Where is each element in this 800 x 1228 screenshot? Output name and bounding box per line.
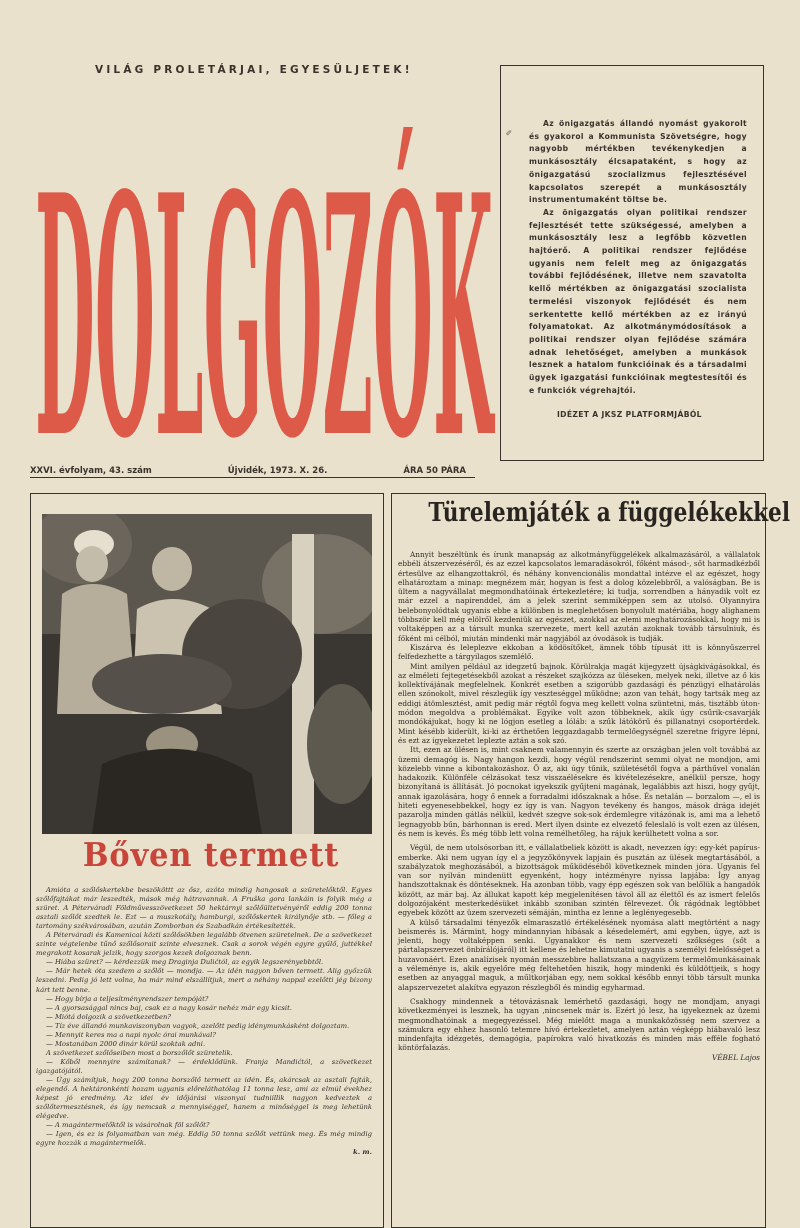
left-article-signature: k. m. — [352, 1148, 372, 1157]
article-paragraph: Itt, ezen az ülésen is, mint csaknem valamennyin és szerte az országban jelen volt továbbá az üzemi demagóg is. Nagy hangon kezdi, hogy végül rendszerint semmi olyat ne mondjon, ami közelebb vinne a kibontakozáshoz. Ő az, aki úgy tűnik, születésétől fogva a párthűvel vonalán hadakozik. Különféle célzásokat tesz visszaélésekre és kivételezésekre, anélkül persze, hogy bizonyítaná is állítását. Jó pocnokat igyekszik gyűjteni magának, legalábbis azt hiszi, hogy gyűjt, annak igazolására, hogy ő ennek a forradalmi időszaknak a hőse. És netalán — borzalom —, el is hiteti egyenesebbekkel, hogy ez így is van. Nagyon tevékeny és hangos, mások drága idejét pazarolja minden gátlás nélkül, kedvét szegve sok-sok érdemlegre vitázónak is, ami ma a lehető legnagyobb bűn, bárhonnan is ered. Mert ilyen dsinte ez elvezető feleslaló is volt ezen az ülésen, és nem is kevés. És még több lett volna remélhetőleg, ha rájuk kerülhetett volna a sor. — [398, 745, 760, 838]
article-paragraph: Kiszárva és leleplezve ekkoban a ködösítőket, ämnek több típusát itt is könnyűszerrel felfedezhette a tárgyilagos szemlélő. — [398, 642, 760, 662]
article-paragraph: — Miótá dolgozik a szövetkezetben? — [46, 1012, 172, 1021]
quote-paragraph: Az önigazgatás olyan politikai rendszer fejlesztését tette szükségessé, amelyben a munkásosztály lesz a legfőbb közvetlen hajtóerő. A politikai rendszer fejlődése ugyanis nem felelt meg az önigazgatás további fejlődésének, illetve nem szavatolta kellő mértékben az önigazgatási szocialista termelési viszonyok fejlődését és nem serkentette kellő mértékben az ez irányú folyamatokat. Az alkotmánymódosítások a politikai rendszer olyan fejlődése számára adnak lehetőséget, amelyben a munkások lesznek a hatalom funkcióinak és a társadalmi ügyek igazgatási funkcióinak megtestesítői és e funkciók végrehajtói. — [529, 207, 747, 395]
article-paragraph: Végül, de nem utolsósorban itt, e vállalatbeliek között is akadt, nevezzen így: egy-két papírus-emberke. Aki nem ugyan így el a jegyzőkönyvek lapjain és pusztán az ülések megtartásából, a szabályzatok meghozásából, a bizottságok működéséből következnek minden jóra. Ugyanis fel van sor nyilván mindenütt egyenként, hogy intézményre nyissa lapjába: Így anyag handszottaknak és döntéseknek. Ha azonban több, vagy épp egészen sok van belőlük a hangadók között, az már baj. Az állukat kapott kép megjelenítésen távol áll az élettől és az ismert felelős dolgozójaként mesterkedésüket inkább szoniban szintén félrevezet. Ők rágódnak legtöbbet egyebek között az üzem szervezeti sémáján, mintha ez lenne a leglényegesebb. — [398, 843, 760, 918]
platform-quote-box — [500, 65, 764, 461]
harvest-photo — [42, 514, 372, 834]
right-article-signature: VÉBEL Lajos — [711, 1052, 760, 1062]
article-paragraph: — A magántermelőktől is vásárolnak föl szőlőt? — [46, 1121, 210, 1130]
volume-number: XXVI. évfolyam, 43. szám — [30, 466, 152, 476]
newspaper-title: DOLGOZÓK — [35, 123, 496, 445]
article-paragraph: — Hiába szüret? — kérdezzük meg Draginja Dulićtól, az egyik legszerényebbtől. — [46, 958, 324, 967]
masthead-slogan: VILÁG PROLETÁRJAI, EGYESÜLJETEK! — [95, 64, 413, 76]
dateline — [30, 466, 466, 476]
newspaper-logo — [30, 85, 498, 445]
article-paragraph: — Úgy számítjuk, hogy 200 tonna borszőlő termett az idén. És, akárcsak az asztali fajták, elegendő. A hektáronkénti hozam ugyanis előreláthatólag 11 tonna lesz, ami az elmúl évekhez képest jó eredmény. Az idei év időjárási viszonyai tudniillik nagyon kedveztek a szőlőtermesztésnek, és így nemcsak a mennyiséggel, hanem a minőséggel is meg lehetünk elégedve. — [36, 1075, 372, 1121]
article-paragraph: — Kőből mennyire számítanak? — érdeklődünk. Franja Mandićtól, a szövetkezet igazgatójától. — [36, 1057, 372, 1075]
left-article-headline: Bőven termett — [82, 835, 340, 874]
right-article-headline: Türelemjáték a függelékekkel — [428, 498, 791, 528]
quote-source: IDÉZET A JKSZ PLATFORMJÁBÓL — [557, 410, 702, 420]
issue-date: Újvidék, 1973. X. 26. — [227, 466, 328, 476]
article-paragraph: Amióta a szőlőskertekbe beszököttt az ősz, azóta mindig hangosak a szüretelőktől. Egyes szőlőfajtákat már leszedték, mások még hátravannak. A Fruška gora lankáin is folyik még a szüret. A Péterváradi Földművesszövetkezet 50 hektárnyi szőlőültetvényéről eddig 200 tonna asztali szőlőt szedtek le. Ezt — a muszkotály, hamburgi, szőlőskertek királynője stb. — főleg a tartomány székvárosában, azután Zomborban és Szabadkán értékesítették. — [36, 886, 372, 931]
article-paragraph: — A gyorsasággal nincs baj, csak ez a nagy kosár nehéz már egy kicsit. — [46, 1003, 292, 1012]
article-paragraph: A szövetkezet szőlőseiben most a borszőlőt szüretelik. — [46, 1048, 233, 1057]
article-paragraph: — Igen, és ez is folyamatban van még. Eddig 50 tonna szőlőt vettünk meg. És még mindig egyre hozzák a magántermelők. — [36, 1130, 372, 1148]
article-paragraph: — Tíz éve állandó munkaviszonyban vagyok, azelőtt pedig idénymunkásként dolgoztam. — [46, 1021, 350, 1030]
article-paragraph: — Mennyit keres ma a napi nyolc órai munkával? — [46, 1030, 216, 1039]
quote-paragraph: Az önigazgatás állandó nyomást gyakorolt és gyakorol a Kommunista Szövetségre, hogy nagyobb mértékben tevékenykedjen a munkásosztály élcsapataként, s hogy az önigazgatású szocializmus fejlesztésével kapcsolatos szerepét a munkásosztály instrumentumaként töltse be. — [529, 119, 747, 205]
pen-mark-icon: ✎ — [504, 129, 514, 136]
article-paragraph: Mint amilyen például az idegzetű bajnok. Körülrakja magát kijegyzett újságkivágásokkal, és az elméleti fejtegetésekből azokat a részeket szajkózza az üléseken, melyek neki, illetve az ő kis kollektívájának megfelelnek. Konkrét esetben a szigorúbb gazdasági és pénzügyi elhatárolás ellen szónokolt, mivel részlegük így veszteséggel működne; azon van tehát, hogy tartsák meg az eddigi átömlesztést, amit pedig már régtől fogva meg kellett volna szüntetni, más, tisztább úton-módon megoldva a problémákat. Egyike volt azon többeknek, akik úgy csűrik-csavarják mondókájukat, hogy ki ne lógjon esetleg a lóláb: a szűk látókörű és pillanatnyi csoportérdek. Mint késébb kiderült, ki-ki az érthetően leggazdagabb termelőegységnél szeretne frigyre lépni, és ezt az igyekezetet leplezte aztán a sok szó. — [398, 661, 760, 745]
article-paragraph: — Mostanában 2000 dinár körül szoktak adni. — [46, 1039, 206, 1048]
article-paragraph: Annyit beszéltünk és írunk manapság az alkotmányfüggelékek alkalmazásáról, a vállalatok ebbéli átszervezéséről, és az ezzel kapcsolatos lemaradásokról, főként másod-, sőt harmadkézből értesülve az elhangzottakról, és néhány konvencionális mondattal intézve el az egészet, hogy elhatároztam a minap: megnézem már, hogyan is fest a dolog közelebbről, a valóságban. Be is ültem a nagyvállalat megmondhatóinak értekezletére; ki tudja, sorrendben a hányadik volt ez már ezzel a napirenddel, ám a jelek szerint semmiképpen sem az utolsó. Olyannyira belebonyolódtak ugyanis ebbe a különben is meglehetősen bonyolult matériába, hogy alighanem többször kell még elölről kezdeniük az egészet, azokkal az elemi meghatározásokkal, hogy mi is voltaképpen az a társult munka szervezete, mert kell azután azoknak tovább társulniuk, és főként mi célból, miután mindenki már nagyjából az óvodások is tudják. — [398, 550, 760, 643]
right-article-body — [398, 550, 760, 1062]
article-paragraph: A külső társadalmi tényezők elmaraszatló értékelésének nyomása alatt megtörtént a nagy beismerés is. Mármint, hogy mindannyian hibásak a késedelemért, ami egyben, úgye, azt is jelenti, hogy voltaképpen senki. Ugyanakkor és nem szervezeti szőkséges (sőt a pártalapszervezet önbírálójáról) itt kellene és lehetne kimutatni ugyanis a személyi felelősséget a huzavonáért. Ezen analízisek nyomán messzebbre hallatszana a nagyüzem termelőmunkásainak a véleménye is, akik egyelőre még feltehetően hiszik, hogy mindenki és küldöttjeik, s hogy esetben az anyaggal maguk, a műltkorjában egy, nem sokkal később ennyi több társult munka alapszervezetet alakítva egyazon részlegből és mindig egyharmad. — [398, 917, 760, 992]
article-paragraph: A Péterváradi és Kamenicai közti szőlősökben legalább ötvenen szüretelnek. De a szövetkezet szinte végtelenbe tűnő szőlősorait szinte elvesznek. Csak a sorok végén egyre gyűlő, juttékkel megrakott kosarak jelzik, hogy szorgos kezek dolgoznak benn. — [36, 931, 372, 958]
article-paragraph: — Már hetek óta szedem a szőlőt — mondja. — Az idén nagyon bőven termett. Alig győzzük leszedni. Pedig jó lett volna, ha már mind elszállítjuk, mert a néhány nappal ezelőtti jég bizony kárt tett benne. — [36, 967, 372, 994]
left-article-body — [36, 886, 372, 1157]
issue-price: ÁRA 50 PÁRA — [403, 466, 466, 476]
article-paragraph: Csakhogy mindennek a tétovázásnak lemérhető gazdasági, hogy ne mondjam, anyagi következményei is lesznek, ha ugyan ‚nincsenek már is. Ezért jó lesz, ha igyekeznek az üzemi megmondhatóinak a megegyezéssel. Még mielőtt maga a munkaközösség nem szervez a számukra egy ehhez hasonló tetemre hívó értekezletet, amelyen aztán végképp hiábavaló lesz mindenfajta idézgetés, demagógia, papírokra való hivatkozás és minden más efféle fogható köntörfalazás. — [398, 996, 760, 1053]
article-paragraph: — Hogy bírja a teljesítményrendszer tempóját? — [46, 994, 209, 1003]
masthead-divider — [30, 477, 475, 478]
